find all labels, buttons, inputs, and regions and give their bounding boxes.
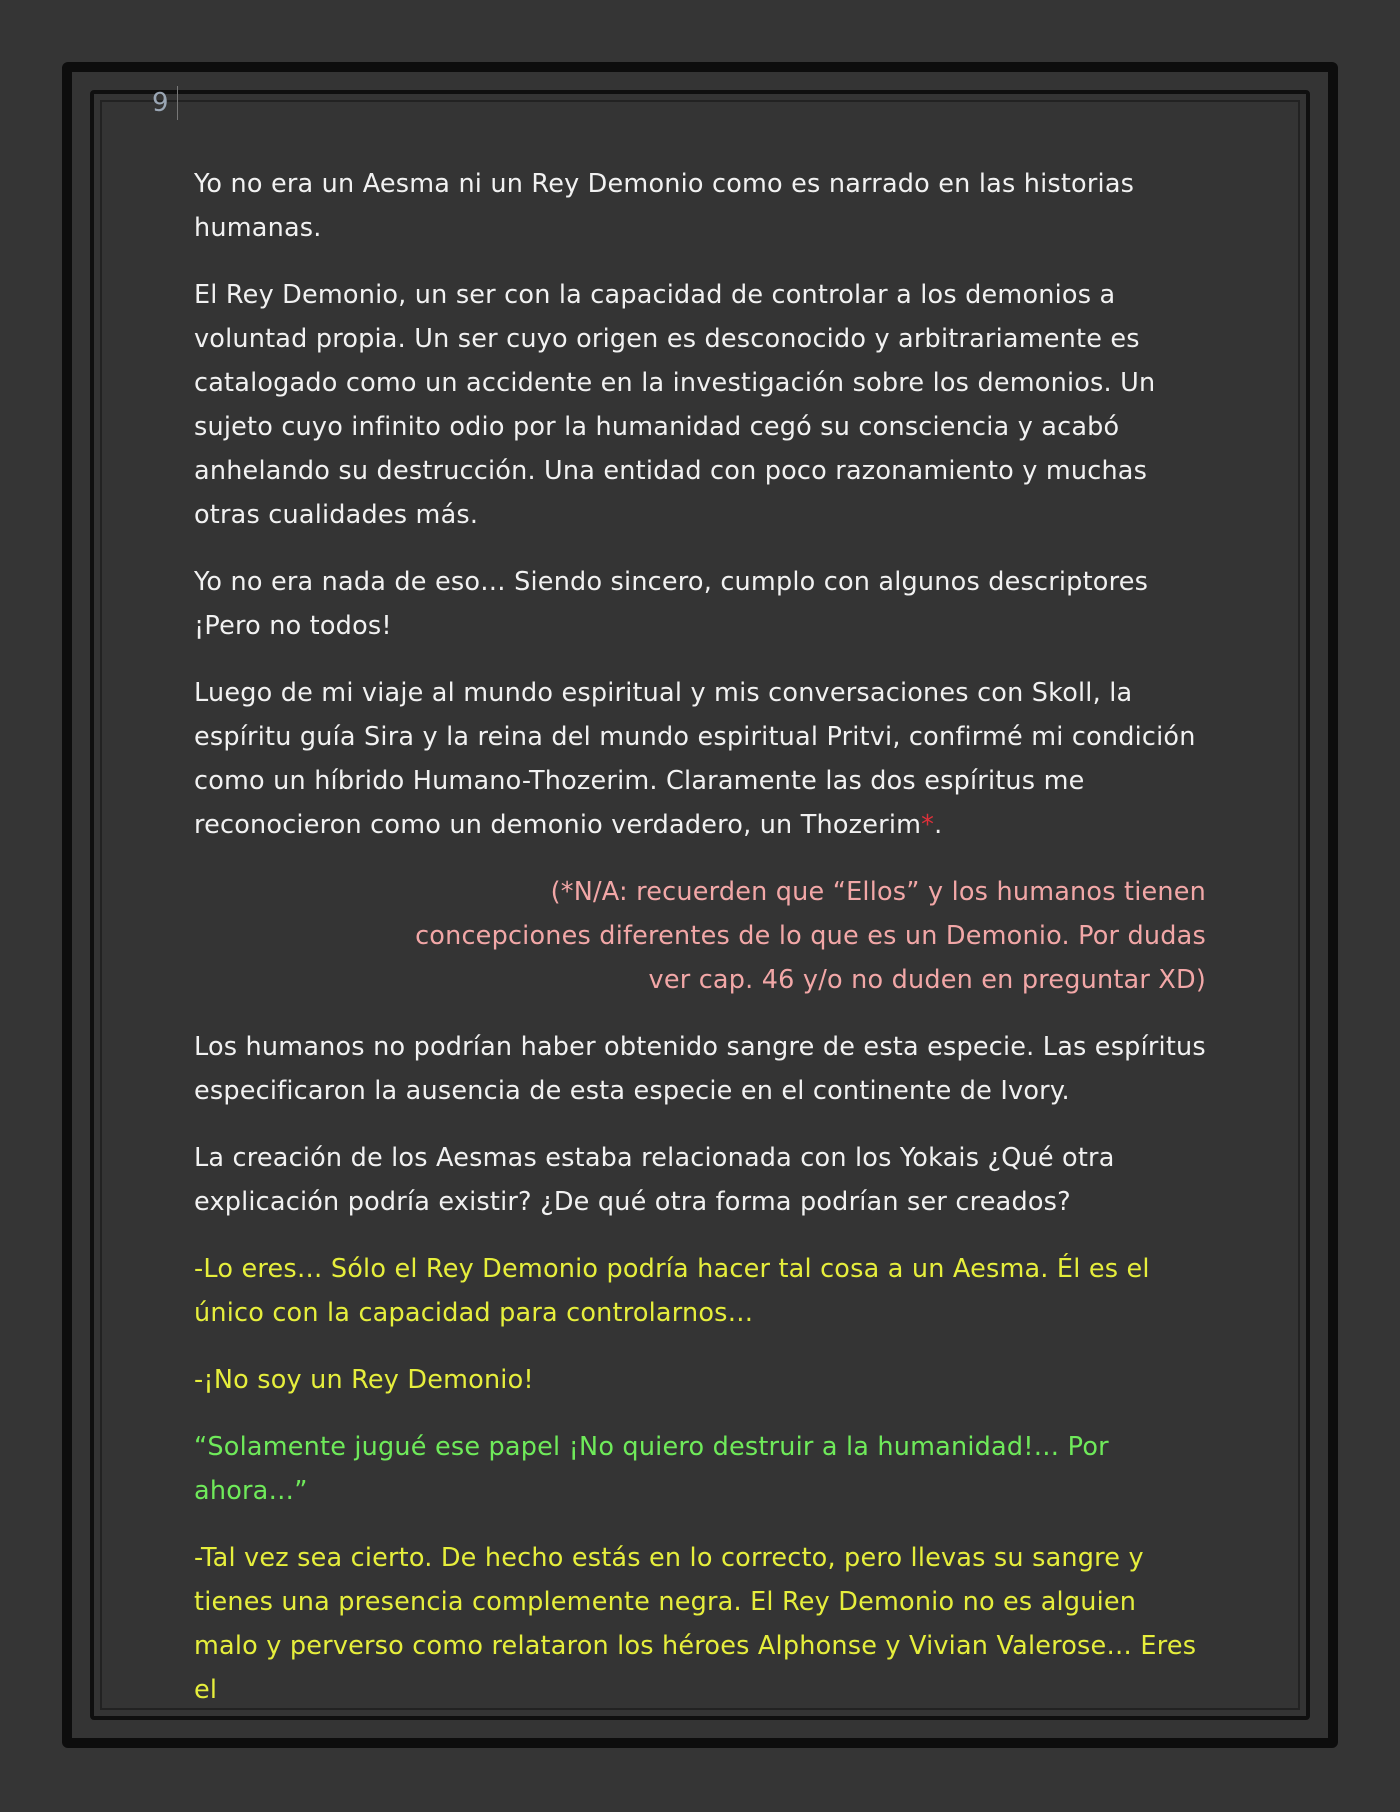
author-note-line-3: ver cap. 46 y/o no duden en preguntar XD) — [648, 965, 1206, 995]
dialogue-2: -¡No soy un Rey Demonio! — [194, 1365, 534, 1395]
thought-1: “Solamente jugué ese papel ¡No quiero destruir a la humanidad!… Por ahora…” — [194, 1432, 1109, 1506]
author-note-line-1: (*N/A: recuerden que “Ellos” y los humanos tienen — [550, 877, 1206, 907]
paragraph-6: La creación de los Aesmas estaba relacionada con los Yokais ¿Qué otra explicación podría existir? ¿De qué otra forma podrían ser creados? — [194, 1143, 1115, 1217]
dialogue-3: -Tal vez sea cierto. De hecho estás en lo correcto, pero llevas su sangre y tienes una presencia complemente negra. El Rey Demonio no es alguien malo y perverso como relataron los héroes Alphonse y Vivian Valerose… Eres el — [194, 1543, 1197, 1705]
page-content — [194, 162, 1206, 1735]
paragraph-3: Yo no era nada de eso… Siendo sincero, cumplo con algunos descriptores ¡Pero no todos! — [194, 567, 1149, 641]
dialogue-1: -Lo eres… Sólo el Rey Demonio podría hacer tal cosa a un Aesma. Él es el único con la capacidad para controlarnos… — [194, 1254, 1150, 1328]
paragraph-4-text: Luego de mi viaje al mundo espiritual y mis conversaciones con Skoll, la espíritu guía Sira y la reina del mundo espiritual Pritvi, confirmé mi condición como un híbrido Humano-Thozerim. Claramente las dos espíritus me reconocieron como un demonio verdadero, un Thozerim — [194, 678, 1196, 840]
page-number: 9 — [152, 86, 178, 120]
footnote-asterisk: * — [921, 810, 935, 840]
paragraph-4 — [194, 671, 1206, 847]
paragraph-1: Yo no era un Aesma ni un Rey Demonio como es narrado en las historias humanas. — [194, 169, 1135, 243]
author-note — [194, 870, 1206, 1002]
author-note-line-2: concepciones diferentes de lo que es un Demonio. Por dudas — [415, 921, 1206, 951]
paragraph-4-end: . — [934, 810, 943, 840]
paragraph-5: Los humanos no podrían haber obtenido sangre de esta especie. Las espíritus especificaron la ausencia de esta especie en el continente de Ivory. — [194, 1032, 1206, 1106]
paragraph-2: El Rey Demonio, un ser con la capacidad de controlar a los demonios a voluntad propia. Un ser cuyo origen es desconocido y arbitrariamente es catalogado como un accidente en la investigación sobre los demonios. Un sujeto cuyo infinito odio por la humanidad cegó su consciencia y acabó anhelando su destrucción. Una entidad con poco razonamiento y muchas otras cualidades más. — [194, 280, 1156, 530]
